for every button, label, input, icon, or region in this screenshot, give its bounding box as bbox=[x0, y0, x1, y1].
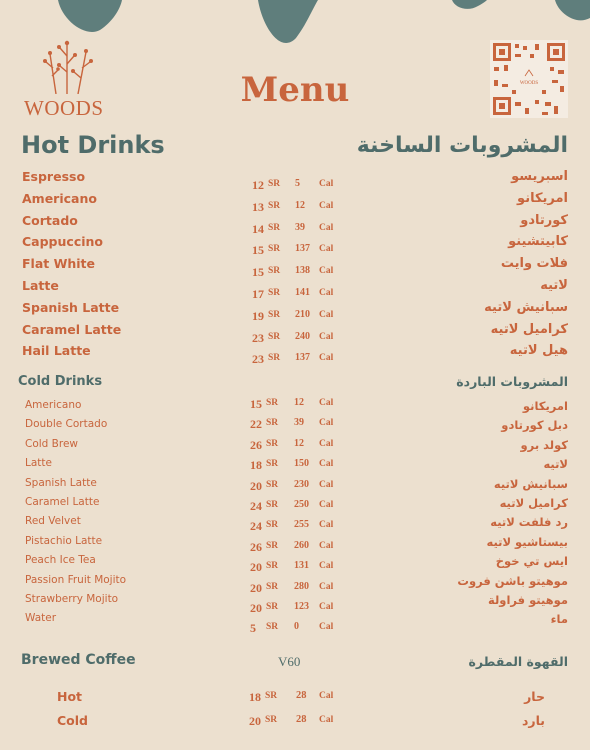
item-name-en: Cappuccino bbox=[22, 234, 103, 250]
item-name-en: Strawberry Mojito bbox=[25, 593, 119, 605]
calories-label: Cal bbox=[319, 179, 334, 189]
currency-label: SR bbox=[266, 479, 279, 490]
item-name-en: Americano bbox=[25, 399, 82, 411]
item-name-en: Latte bbox=[22, 278, 59, 293]
menu-item-row bbox=[0, 256, 590, 280]
item-name-en: Spanish Latte bbox=[22, 299, 120, 315]
currency-label: SR bbox=[266, 602, 279, 612]
item-calories: 12 bbox=[295, 199, 305, 211]
item-name-ar: كابيتشينو bbox=[508, 234, 568, 250]
item-price: 15 bbox=[252, 243, 264, 258]
currency-label: SR bbox=[268, 353, 281, 364]
item-calories: 0 bbox=[294, 621, 299, 633]
item-price: 5 bbox=[250, 621, 256, 636]
cold-drinks-title: Cold Drinks bbox=[18, 374, 103, 389]
item-price: 12 bbox=[252, 178, 264, 192]
menu-item-row bbox=[0, 713, 590, 733]
currency-label: SR bbox=[265, 691, 278, 701]
item-calories: 250 bbox=[294, 499, 309, 510]
currency-label: SR bbox=[266, 459, 279, 470]
currency-label: SR bbox=[265, 715, 278, 725]
item-price: 26 bbox=[250, 539, 262, 554]
calories-label: Cal bbox=[319, 691, 334, 701]
item-name-ar: امريكانو bbox=[522, 399, 568, 413]
item-name-ar: رد فلفت لاتيه bbox=[490, 515, 568, 530]
item-calories: 123 bbox=[294, 601, 309, 612]
brew-method: V60 bbox=[278, 654, 301, 669]
item-name-ar: كراميل لاتيه bbox=[490, 321, 568, 337]
item-calories: 12 bbox=[294, 397, 304, 408]
calories-label: Cal bbox=[319, 266, 334, 277]
item-name-ar: ايس تي خوخ bbox=[495, 554, 568, 569]
calories-label: Cal bbox=[319, 331, 334, 342]
item-name-en: Red Velvet bbox=[25, 515, 81, 528]
currency-label: SR bbox=[268, 331, 281, 342]
item-name-en: Espresso bbox=[22, 169, 86, 184]
item-name-ar: كراميل لاتيه bbox=[499, 496, 568, 510]
item-price: 23 bbox=[252, 352, 264, 367]
item-name-en: Passion Fruit Mojito bbox=[25, 573, 127, 586]
menu-item-row bbox=[0, 234, 590, 258]
item-price: 20 bbox=[249, 714, 261, 728]
item-calories: 240 bbox=[295, 330, 310, 342]
menu-item-row bbox=[0, 299, 590, 323]
item-name-en: Latte bbox=[25, 457, 52, 470]
currency-label: SR bbox=[266, 540, 279, 551]
item-calories: 280 bbox=[294, 580, 309, 592]
calories-label: Cal bbox=[319, 581, 334, 592]
currency-label: SR bbox=[266, 500, 279, 510]
brewed-coffee-title-ar: القهوة المقطرة bbox=[468, 654, 568, 669]
item-name-ar: كولد برو bbox=[520, 437, 568, 452]
item-name-en: Americano bbox=[22, 190, 97, 206]
item-price: 24 bbox=[250, 519, 262, 534]
currency-label: SR bbox=[268, 266, 281, 277]
item-name-en: Hot bbox=[57, 689, 83, 704]
item-price: 20 bbox=[250, 580, 262, 595]
item-name-ar: بارد bbox=[522, 713, 545, 728]
calories-label: Cal bbox=[319, 200, 334, 211]
item-price: 18 bbox=[250, 458, 262, 473]
currency-label: SR bbox=[268, 288, 281, 298]
item-price: 24 bbox=[250, 499, 262, 513]
item-price: 22 bbox=[250, 417, 262, 432]
item-name-en: Peach Ice Tea bbox=[25, 554, 96, 567]
menu-item-row bbox=[0, 689, 590, 709]
calories-label: Cal bbox=[319, 622, 334, 633]
item-name-en: Flat White bbox=[22, 256, 96, 272]
item-name-ar: سبانيش لاتيه bbox=[493, 476, 568, 491]
item-name-en: Water bbox=[25, 612, 57, 625]
brand-logo-text: WOODS bbox=[24, 96, 104, 120]
currency-label: SR bbox=[266, 438, 279, 449]
menu-item-row bbox=[0, 278, 590, 301]
item-price: 15 bbox=[250, 397, 262, 411]
calories-label: Cal bbox=[319, 500, 334, 510]
calories-label: Cal bbox=[319, 479, 334, 490]
currency-label: SR bbox=[268, 309, 281, 320]
calories-label: Cal bbox=[319, 398, 334, 408]
item-name-en: Caramel Latte bbox=[22, 321, 122, 337]
item-name-ar: سبانيش لاتيه bbox=[484, 299, 568, 315]
currency-label: SR bbox=[268, 244, 281, 255]
item-name-ar: كورتادو bbox=[520, 212, 568, 228]
calories-label: Cal bbox=[319, 244, 334, 255]
item-name-ar: لاتيه bbox=[543, 457, 568, 472]
item-price: 20 bbox=[250, 560, 262, 575]
currency-label: SR bbox=[268, 200, 281, 211]
qr-label: WOODS bbox=[519, 81, 539, 86]
item-name-en: Cold Brew bbox=[25, 437, 79, 450]
calories-label: Cal bbox=[319, 540, 334, 551]
item-name-ar: هيل لاتيه bbox=[509, 343, 568, 359]
item-price: 20 bbox=[250, 601, 262, 615]
item-name-ar: فلات وايت bbox=[500, 256, 568, 272]
currency-label: SR bbox=[266, 581, 279, 592]
calories-label: Cal bbox=[319, 222, 334, 233]
item-calories: 138 bbox=[295, 265, 310, 277]
item-name-en: Hail Latte bbox=[22, 343, 91, 359]
item-calories: 131 bbox=[294, 560, 309, 572]
currency-label: SR bbox=[266, 622, 279, 633]
hot-drinks-title: Hot Drinks bbox=[21, 131, 165, 159]
menu-item-row bbox=[0, 169, 590, 192]
calories-label: Cal bbox=[319, 561, 334, 572]
item-calories: 5 bbox=[295, 178, 300, 189]
item-name-en: Double Cortado bbox=[25, 418, 108, 431]
item-name-ar: حار bbox=[524, 689, 545, 704]
item-calories: 28 bbox=[296, 690, 307, 701]
item-price: 13 bbox=[252, 199, 264, 214]
item-price: 23 bbox=[252, 330, 264, 345]
item-calories: 150 bbox=[294, 458, 309, 470]
item-name-en: Caramel Latte bbox=[25, 496, 100, 508]
menu-item-row bbox=[0, 212, 590, 236]
item-calories: 137 bbox=[295, 243, 310, 255]
item-calories: 39 bbox=[294, 417, 304, 429]
item-name-ar: امريكانو bbox=[517, 190, 568, 206]
calories-label: Cal bbox=[319, 438, 334, 449]
menu-item-row bbox=[0, 190, 590, 214]
calories-label: Cal bbox=[319, 418, 334, 429]
currency-label: SR bbox=[266, 418, 279, 429]
item-name-en: Spanish Latte bbox=[25, 476, 97, 489]
currency-label: SR bbox=[266, 561, 279, 572]
menu-item-row bbox=[0, 343, 590, 367]
item-calories: 39 bbox=[295, 221, 305, 233]
page-title: Menu bbox=[240, 70, 350, 110]
currency-label: SR bbox=[268, 222, 281, 233]
item-name-ar: موهيتو باشن فروت bbox=[457, 573, 568, 588]
item-name-ar: دبل كورتادو bbox=[501, 418, 568, 433]
currency-label: SR bbox=[266, 398, 279, 408]
calories-label: Cal bbox=[319, 288, 334, 298]
calories-label: Cal bbox=[319, 309, 334, 320]
item-calories: 260 bbox=[294, 539, 309, 551]
item-name-ar: بيستاشيو لاتيه bbox=[486, 534, 568, 549]
item-price: 26 bbox=[250, 437, 262, 452]
calories-label: Cal bbox=[319, 602, 334, 612]
item-calories: 12 bbox=[294, 437, 304, 449]
item-calories: 255 bbox=[294, 519, 309, 531]
calories-label: Cal bbox=[319, 459, 334, 470]
hot-drinks-title-ar: المشروبات الساخنة bbox=[356, 133, 568, 158]
brewed-coffee-title: Brewed Coffee bbox=[21, 652, 136, 668]
item-name-ar: اسبريسو bbox=[511, 169, 568, 184]
item-price: 18 bbox=[249, 690, 261, 704]
cold-drinks-title-ar: المشروبات الباردة bbox=[456, 374, 568, 389]
qr-code[interactable] bbox=[490, 40, 568, 118]
qr-code-icon bbox=[490, 40, 568, 118]
item-name-en: Cortado bbox=[22, 212, 78, 228]
currency-label: SR bbox=[266, 520, 279, 531]
item-calories: 210 bbox=[295, 308, 310, 320]
menu-item-row bbox=[0, 321, 590, 345]
item-calories: 230 bbox=[294, 478, 309, 490]
item-name-en: Pistachio Latte bbox=[25, 534, 103, 547]
item-price: 17 bbox=[252, 287, 264, 301]
item-name-ar: لاتيه bbox=[540, 278, 568, 293]
item-calories: 137 bbox=[295, 352, 310, 364]
item-calories: 28 bbox=[296, 714, 307, 725]
item-name-ar: موهيتو فراولة bbox=[488, 593, 568, 607]
calories-label: Cal bbox=[319, 353, 334, 364]
item-name-en: Cold bbox=[57, 713, 88, 728]
item-calories: 141 bbox=[295, 287, 310, 298]
item-price: 19 bbox=[252, 308, 264, 323]
item-price: 14 bbox=[252, 221, 264, 236]
item-name-ar: ماء bbox=[550, 612, 568, 627]
item-price: 15 bbox=[252, 265, 264, 280]
item-price: 20 bbox=[250, 478, 262, 493]
calories-label: Cal bbox=[319, 520, 334, 531]
calories-label: Cal bbox=[319, 715, 334, 725]
currency-label: SR bbox=[268, 179, 281, 189]
